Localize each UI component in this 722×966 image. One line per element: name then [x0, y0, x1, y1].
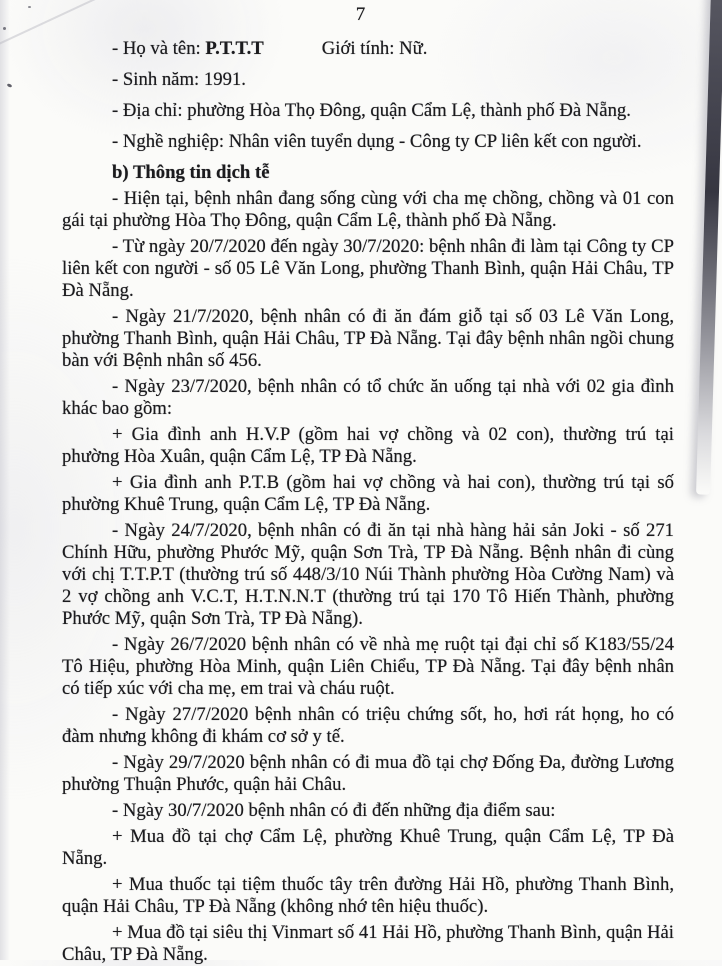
scan-speck [3, 27, 6, 30]
document-content [62, 38, 674, 966]
paragraph-26-7-mother-house: - Ngày 26/7/2020 bệnh nhân có về nhà mẹ ruột tại đại chỉ số K183/55/24 Tô Hiệu, phường Hòa Minh, quận Liên Chiểu, TP Đà Nẵng. Tại đây bệnh nhân có tiếp xúc với cha mẹ, em trai và cháu ruột. [62, 634, 674, 699]
name-label: - Họ và tên: [112, 38, 206, 59]
occupation-line: - Nghề nghiệp: Nhân viên tuyển dụng - Công ty CP liên kết con người. [112, 131, 642, 152]
paragraph-work-20-7-to-30-7: - Từ ngày 20/7/2020 đến ngày 30/7/2020: bệnh nhân đi làm tại Công ty CP liên kết con người - số 05 Lê Văn Long, phường Thanh Bình, quận Hải Châu, TP Đà Nẵng. [62, 236, 674, 301]
paragraph-27-7-symptoms: - Ngày 27/7/2020 bệnh nhân có triệu chứng sốt, ho, hơi rát họng, ho có đàm nhưng không đi khám cơ sở y tế. [62, 704, 674, 747]
scan-speck [28, 6, 31, 8]
paragraph-21-7-memorial-meal: - Ngày 21/7/2020, bệnh nhân có đi ăn đám giỗ tại số 03 Lê Văn Long, phường Thanh Bình, quận Hải Châu, TP Đà Nẵng. Tại đây bệnh nhân ngồi chung bàn với Bệnh nhân số 456. [62, 306, 674, 371]
paragraph-current-living: - Hiện tại, bệnh nhân đang sống cùng với cha mẹ chồng, chồng và 01 con gái tại phường Hòa Thọ Đông, quận Cẩm Lệ, thành phố Đà Nẵng. [62, 188, 674, 231]
paragraph-24-7-joki-restaurant: - Ngày 24/7/2020, bệnh nhân có đi ăn tại nhà hàng hải sản Joki - số 271 Chính Hữu, phường Phước Mỹ, quận Sơn Trà, TP Đà Nẵng. Bệnh nhân đi cùng với chị T.T.P.T (thường trú số 448/3/10 Núi Thành phường Hòa Cường Nam) và 2 vợ chồng anh V.C.T, H.T.N.N.T (thường trú tại 170 Tô Hiến Thành, phường Phước Mỹ, quận Sơn Trà, TP Đà Nẵng). [62, 520, 674, 629]
scan-edge-shadow [696, 0, 722, 495]
paragraph-29-7-dong-da-market: - Ngày 29/7/2020 bệnh nhân có đi mua đồ tại chợ Đống Đa, đường Lương phường Thuận Phước, quận hải Châu. [62, 752, 674, 795]
page-number: 7 [355, 4, 367, 25]
paragraph-cam-le-market: + Mua đồ tại chợ Cẩm Lệ, phường Khuê Trung, quận Cẩm Lệ, TP Đà Nẵng. [62, 826, 674, 869]
address-line: - Địa chỉ: phường Hòa Thọ Đông, quận Cẩm Lệ, thành phố Đà Nẵng. [112, 100, 631, 121]
patient-name-line [62, 38, 674, 60]
birth-year-line: - Sinh năm: 1991. [112, 69, 246, 90]
paragraph-vinmart: + Mua đồ tại siêu thị Vinmart số 41 Hải Hồ, phường Thanh Bình, quận Hải Châu, TP Đà Nẵng. [62, 922, 674, 965]
paragraph-pharmacy-hai-ho: + Mua thuốc tại tiệm thuốc tây trên đường Hải Hồ, phường Thanh Bình, quận Hải Châu, TP Đà Nẵng (không nhớ tên hiệu thuốc). [62, 874, 674, 917]
scan-left-shading [0, 0, 10, 960]
paragraph-23-7-home-meal: - Ngày 23/7/2020, bệnh nhân có tổ chức ăn uống tại nhà với 02 gia đình khác bao gồm: [62, 376, 674, 419]
name-value: P.T.T.T [205, 38, 264, 59]
paragraph-family-hvp: + Gia đình anh H.V.P (gồm hai vợ chồng và 02 con), thường trú tại phường Hòa Xuân, quận Cẩm Lệ, TP Đà Nẵng. [62, 424, 674, 467]
gender-value: Giới tính: Nữ. [321, 38, 428, 59]
section-b-heading: b) Thông tin dịch tễ [112, 162, 270, 183]
paragraph-family-ptb: + Gia đình anh P.T.B (gồm hai vợ chồng và hai con), thường trú tại số phường Khuê Trung, quận Cẩm Lệ, TP Đà Nẵng. [62, 472, 674, 515]
paragraph-30-7-locations: - Ngày 30/7/2020 bệnh nhân có đi đến những địa điểm sau: [112, 800, 556, 821]
